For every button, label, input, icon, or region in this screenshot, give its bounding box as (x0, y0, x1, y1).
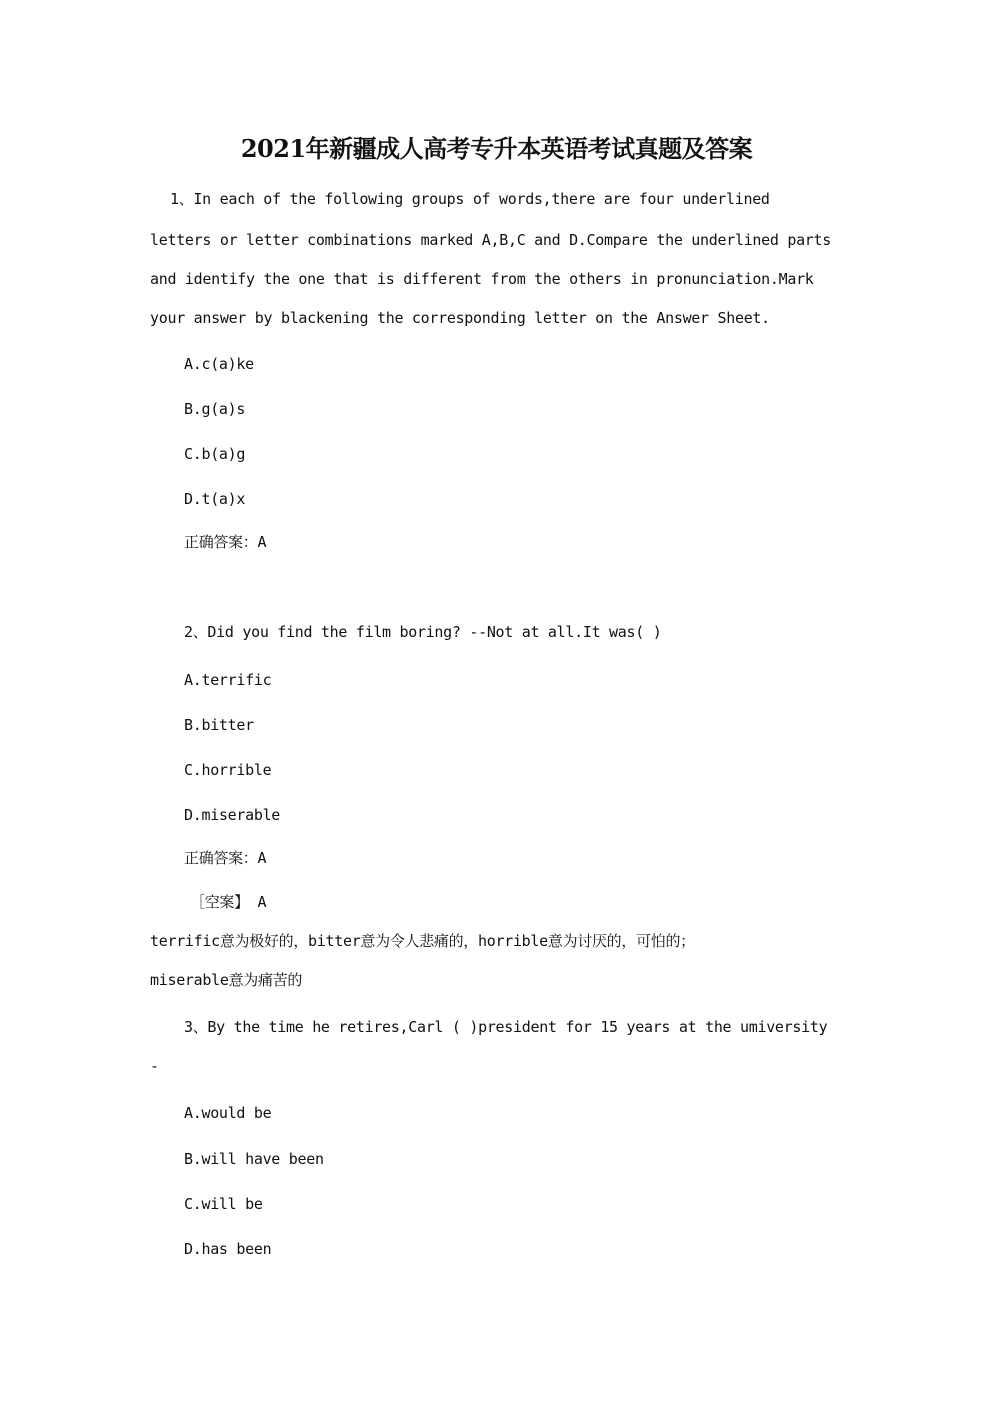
question-2-option-a: A.terrific (184, 671, 272, 689)
question-1-option-b: B.g(a)s (184, 400, 246, 418)
question-1-prompt-line-3: and identify the one that is different from the others in pronunciation.Mark (150, 270, 814, 288)
question-2-answer: 正确答案：A (184, 849, 267, 867)
question-1-prompt-line-1: 1、In each of the following groups of words,there are four underlined (170, 190, 770, 208)
question-1-option-d: D.t(a)x (184, 490, 246, 508)
question-3-prompt-line-1: 3、By the time he retires,Carl ( )president for 15 years at the umiversity (184, 1018, 828, 1036)
question-2-explanation-label: ［空案】 A (190, 893, 267, 911)
question-3-option-b: B.will have been (184, 1150, 324, 1168)
question-1-prompt-line-4: your answer by blackening the corresponding letter on the Answer Sheet. (150, 309, 770, 327)
question-1-answer: 正确答案：A (184, 533, 267, 551)
question-2-explanation-line-2: miserable意为痛苦的 (150, 971, 303, 989)
question-2-option-c: C.horrible (184, 761, 272, 779)
question-3-prompt-line-2: - (150, 1057, 159, 1075)
question-2-option-d: D.miserable (184, 806, 281, 824)
question-1-option-a: A.c(a)ke (184, 355, 254, 373)
question-3-option-a: A.would be (184, 1104, 272, 1122)
question-1-prompt-line-2: letters or letter combinations marked A,B,C and D.Compare the underlined parts (150, 231, 832, 249)
question-1-option-c: C.b(a)g (184, 445, 246, 463)
question-3-option-c: C.will be (184, 1195, 263, 1213)
question-2-option-b: B.bitter (184, 716, 254, 734)
question-2-explanation-line-1: terrific意为极好的，bitter意为令人悲痛的，horrible意为讨厌的，可怕的； (150, 932, 695, 950)
question-3-option-d: D.has been (184, 1240, 272, 1258)
question-2-prompt-line-1: 2、Did you find the film boring? --Not at all.It was( ) (184, 623, 662, 641)
document-title: 2021年新疆成人高考专升本英语考试真题及答案 (240, 134, 753, 163)
